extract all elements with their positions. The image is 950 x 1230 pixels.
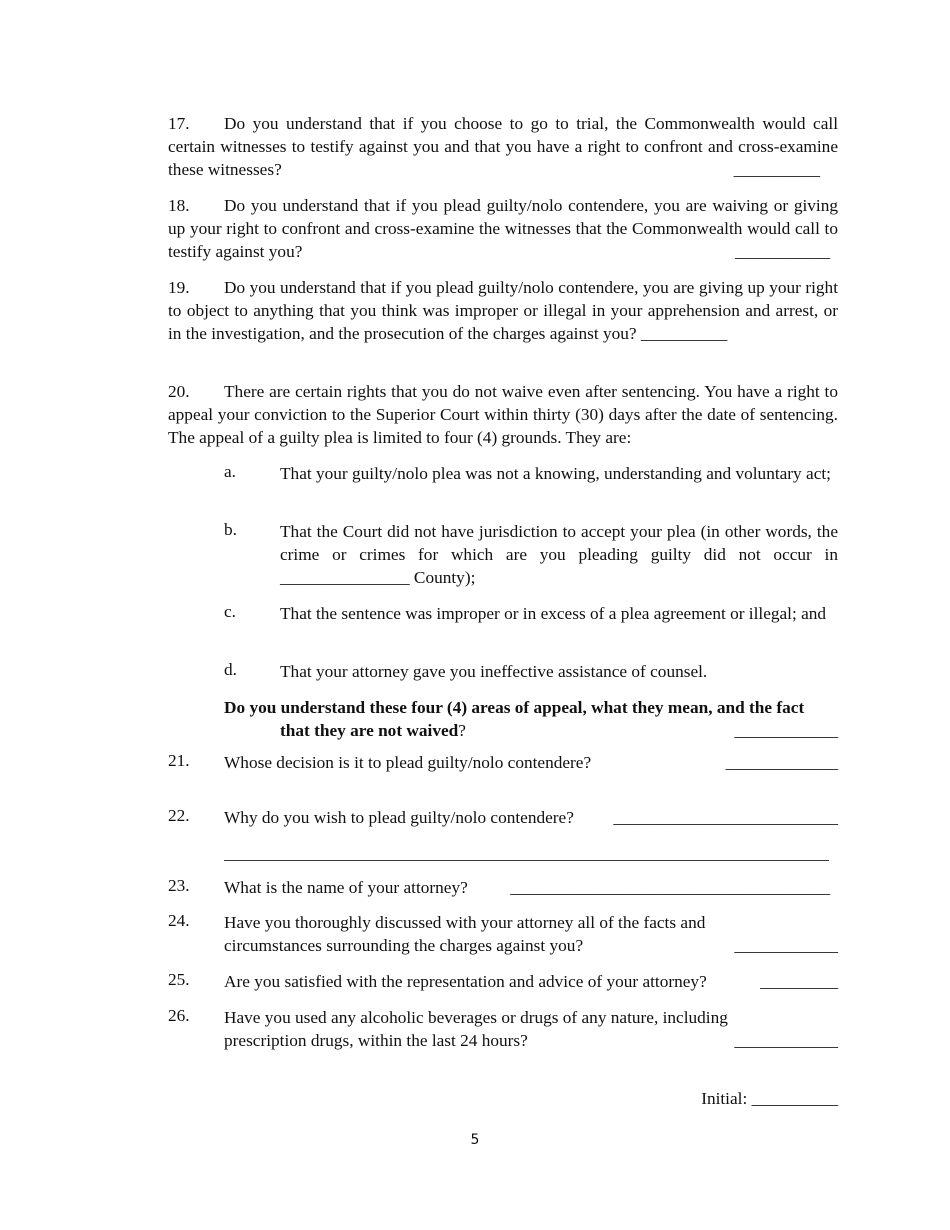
question-24 xyxy=(224,911,838,957)
question-23 xyxy=(224,876,838,899)
question-number: 21. xyxy=(168,751,190,770)
appeal-ground-letter: d. xyxy=(224,660,237,679)
bold-question-line: that they are not waived xyxy=(280,721,459,740)
question-21 xyxy=(224,751,838,774)
initial-blank[interactable]: __________ xyxy=(751,1089,838,1108)
question-text: Are you satisfied with the representation and advice of your attorney? xyxy=(224,972,707,991)
question-text: Have you thoroughly discussed with your attorney all of the facts and xyxy=(224,913,706,932)
appeal-ground-d: That your attorney gave you ineffective assistance of counsel. xyxy=(280,662,708,681)
answer-blank[interactable]: _________ xyxy=(760,972,838,991)
bold-question-line: Do you understand these four (4) areas of appeal, what they mean, and the fact xyxy=(224,698,805,717)
question-26 xyxy=(224,1006,838,1052)
question-text: Do you understand that if you plead guilty/nolo contendere, you are waiving or giving up your right to confront and cross-examine the witnesses that the Commonwealth would call to testify against you? xyxy=(168,196,838,261)
question-22 xyxy=(224,806,838,829)
question-number: 22. xyxy=(168,806,190,825)
question-18 xyxy=(168,194,838,263)
question-text: Do you understand that if you plead guilty/nolo contendere, you are giving up your right to object to anything that you think was improper or illegal in your apprehension and arrest, or in the investigation, and the prosecution of the charges against you? xyxy=(168,278,838,343)
answer-blank[interactable]: ____________ xyxy=(734,1031,838,1050)
answer-blank[interactable]: _____________ xyxy=(725,753,838,772)
initial-line xyxy=(701,1087,838,1110)
question-text: Have you used any alcoholic beverages or drugs of any nature, including xyxy=(224,1008,728,1027)
question-number: 20. xyxy=(168,382,190,401)
question-25 xyxy=(224,970,838,993)
question-mark: ? xyxy=(458,721,466,740)
answer-blank[interactable]: _____________________________________ xyxy=(510,878,830,897)
question-number: 23. xyxy=(168,876,190,895)
question-number: 24. xyxy=(168,911,190,930)
answer-blank[interactable]: ____________ xyxy=(734,721,838,740)
question-text: circumstances surrounding the charges against you? xyxy=(224,936,584,955)
appeal-ground-letter: a. xyxy=(224,462,236,481)
question-number: 19. xyxy=(168,278,190,297)
answer-line[interactable]: ______________________________________________________________________ xyxy=(224,844,829,863)
appeal-ground-letter: c. xyxy=(224,602,236,621)
appeal-ground-c: That the sentence was improper or in excess of a plea agreement or illegal; and xyxy=(280,604,827,623)
answer-blank[interactable]: __________________________ xyxy=(613,808,838,827)
question-20 xyxy=(168,380,838,449)
question-number: 25. xyxy=(168,970,190,989)
appeal-ground-a: That your guilty/nolo plea was not a knowing, understanding and voluntary act; xyxy=(280,464,831,483)
question-text: Whose decision is it to plead guilty/nolo contendere? xyxy=(224,753,592,772)
answer-blank[interactable]: __________ xyxy=(640,324,728,343)
answer-blank[interactable]: ____________ xyxy=(734,936,838,955)
initial-label: Initial: xyxy=(701,1089,748,1108)
answer-blank[interactable]: __________ xyxy=(733,160,820,179)
appeal-confirmation-question xyxy=(224,696,838,742)
question-17 xyxy=(168,112,838,181)
page-number: 5 xyxy=(470,1132,480,1148)
question-text: What is the name of your attorney? xyxy=(224,878,468,897)
question-text: Why do you wish to plead guilty/nolo contendere? xyxy=(224,808,574,827)
question-number: 17. xyxy=(168,114,190,133)
question-text: There are certain rights that you do not waive even after sentencing. You have a right to appeal your conviction to the Superior Court within thirty (30) days after the date of sentencing. The appeal of a guilty plea is limited to four (4) grounds. They are: xyxy=(168,382,838,447)
question-text: Do you understand that if you choose to go to trial, the Commonwealth would call certain witnesses to testify against you and that you have a right to confront and cross-examine these witnesses? xyxy=(168,114,838,179)
answer-blank[interactable]: ___________ xyxy=(734,242,830,261)
appeal-ground-b: That the Court did not have jurisdiction to accept your plea (in other words, the crime or crimes for which are you pleading guilty did not occur in _______________ County); xyxy=(280,522,838,587)
appeal-ground-letter: b. xyxy=(224,520,237,539)
question-text: prescription drugs, within the last 24 hours? xyxy=(224,1031,528,1050)
question-number: 18. xyxy=(168,196,190,215)
question-19 xyxy=(168,276,838,345)
question-number: 26. xyxy=(168,1006,190,1025)
